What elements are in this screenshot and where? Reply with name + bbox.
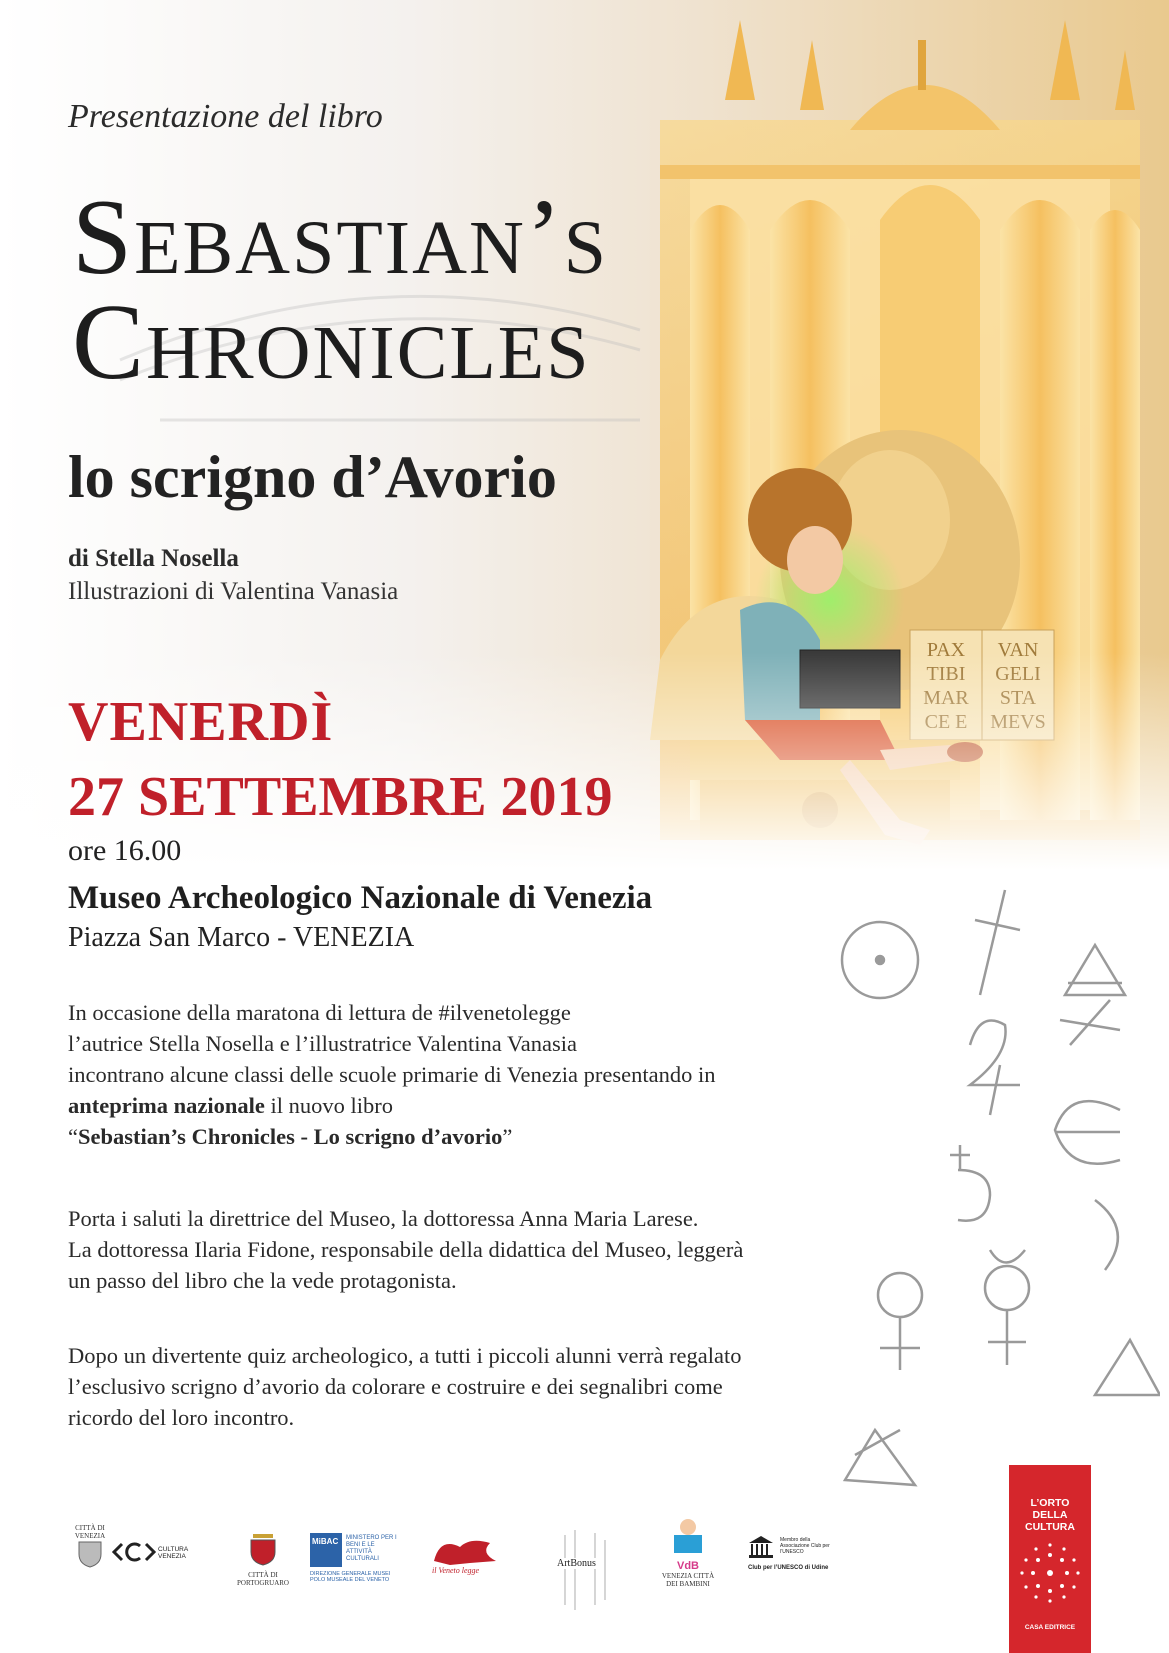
- vdb-icon: [668, 1515, 708, 1555]
- veneto-legge-logo: [430, 1535, 510, 1575]
- p1-line2: l’autrice Stella Nosella e l’illustratrice Valentina Vanasia: [68, 1031, 577, 1056]
- p1-line3: incontrano alcune classi delle scuole primarie di Venezia presentando in: [68, 1062, 716, 1087]
- orto-della-cultura-badge: [1009, 1465, 1091, 1653]
- p2-line2: La dottoressa Ilaria Fidone, responsabile della didattica del Museo, leggerà: [68, 1237, 744, 1262]
- orto-line-1: L’ORTO: [1030, 1497, 1070, 1509]
- event-day: VENERDÌ: [68, 691, 334, 753]
- jupiter-symbol-icon: [970, 1021, 1020, 1116]
- portogruaro-logo: [236, 1530, 290, 1600]
- event-address: Piazza San Marco - VENEZIA: [68, 922, 415, 953]
- title-line-2: Chronicles: [72, 283, 591, 402]
- p1-line4: [68, 1090, 715, 1121]
- event-date: 27 SETTEMBRE 2019: [68, 766, 613, 828]
- venus-symbol-icon: [878, 1273, 922, 1370]
- unesco-side-text: Membro della Associazione Club per l’UNESCO: [780, 1537, 830, 1555]
- moon-symbol-icon: [1095, 1200, 1118, 1270]
- paragraph-1: [68, 997, 715, 1152]
- paragraph-2: [68, 1203, 743, 1296]
- mibac-logo: [310, 1533, 405, 1593]
- venezia-caption: CITTÀ DI VENEZIA: [74, 1524, 106, 1540]
- vdb-label: VdB: [677, 1560, 699, 1572]
- mibac-label: MiBAC: [312, 1537, 339, 1546]
- p1-line4-rest: il nuovo libro: [264, 1093, 393, 1118]
- triangle-symbol-2-icon: [1095, 1340, 1160, 1395]
- p2-line1: Porta i saluti la direttrice del Museo, la dottoressa Anna Maria Larese.: [68, 1206, 699, 1231]
- p3-line3: ricordo del loro incontro.: [68, 1405, 295, 1430]
- p1-book-name: Sebastian’s Chronicles - Lo scrigno d’avorio: [78, 1124, 503, 1149]
- winged-lion-icon: [430, 1535, 500, 1569]
- book-title: [72, 178, 609, 402]
- p1-line1: In occasione della maratona di lettura de #ilvenetolegge: [68, 1000, 571, 1025]
- cultura-venezia-icon: [112, 1540, 156, 1564]
- unesco-caption: Club per l’UNESCO di Udine: [748, 1565, 829, 1571]
- p3-line2: l’esclusivo scrigno d’avorio da colorare e costruire e dei segnalibri come: [68, 1374, 723, 1399]
- unesco-temple-icon: [748, 1535, 774, 1559]
- vdb-caption: VENEZIA CITTÀ DEI BAMBINI: [661, 1572, 715, 1588]
- saturn-symbol-icon: [950, 1145, 990, 1221]
- cultura-venezia-label: CULTURA VENEZIA: [158, 1546, 188, 1560]
- portogruaro-crest-icon: [248, 1530, 278, 1566]
- event-time: ore 16.00: [68, 834, 182, 867]
- orto-line-3: CULTURA: [1025, 1521, 1075, 1533]
- artbonus-logo: [555, 1525, 615, 1615]
- p2-line3: un passo del libro che la vede protagonista.: [68, 1268, 457, 1293]
- venus-cross-icon: [1060, 1000, 1120, 1045]
- orto-line-2: DELLA: [1032, 1509, 1068, 1521]
- author: di Stella Nosella: [68, 545, 239, 572]
- orto-dots-icon: [1009, 1533, 1091, 1613]
- artbonus-icon: [555, 1525, 615, 1615]
- cross-symbol-icon: [975, 890, 1020, 995]
- paragraph-3: [68, 1340, 742, 1433]
- artbonus-label: ArtBonus: [557, 1558, 596, 1569]
- venezia-crest-icon: [77, 1540, 103, 1568]
- orto-bottom-label: CASA EDITRICE: [1024, 1624, 1076, 1631]
- book-subtitle: lo scrigno d’Avorio: [68, 444, 557, 510]
- p1-line5: [68, 1121, 715, 1152]
- triangle-symbol-icon: [1065, 945, 1125, 995]
- mibac-text: MINISTERO PER I BENI E LE ATTIVITÀ CULTURALI: [346, 1535, 397, 1562]
- portogruaro-caption: CITTÀ DI PORTOGRUARO: [237, 1571, 289, 1587]
- vdb-logo: [656, 1515, 720, 1605]
- mibac-sub: DIREZIONE GENERALE MUSEI POLO MUSEALE DEL VENETO: [310, 1571, 391, 1583]
- epsilon-symbol-icon: [1055, 1101, 1120, 1164]
- p3-line1: Dopo un divertente quiz archeologico, a tutti i piccoli alunni verrà regalato: [68, 1343, 742, 1368]
- p1-quote-open: “: [68, 1124, 78, 1149]
- event-venue: Museo Archeologico Nazionale di Venezia: [68, 880, 653, 916]
- veneto-legge-label: il Veneto legge: [432, 1566, 480, 1575]
- unesco-logo: [748, 1535, 838, 1585]
- p1-quote-close: ”: [502, 1124, 513, 1149]
- alchemy-symbols: [840, 870, 1160, 1510]
- sun-symbol-icon: [842, 922, 918, 998]
- venezia-logo: [72, 1524, 108, 1564]
- p1-bold: anteprima nazionale: [68, 1093, 265, 1118]
- cultura-venezia-logo: [112, 1540, 202, 1570]
- mercury-symbol-icon: [985, 1250, 1029, 1365]
- intro-label: Presentazione del libro: [68, 98, 383, 135]
- title-line-1: Sebastian’s: [72, 178, 609, 297]
- triangle-symbol-3-icon: [845, 1430, 915, 1485]
- illustrator: Illustrazioni di Valentina Vanasia: [68, 578, 399, 605]
